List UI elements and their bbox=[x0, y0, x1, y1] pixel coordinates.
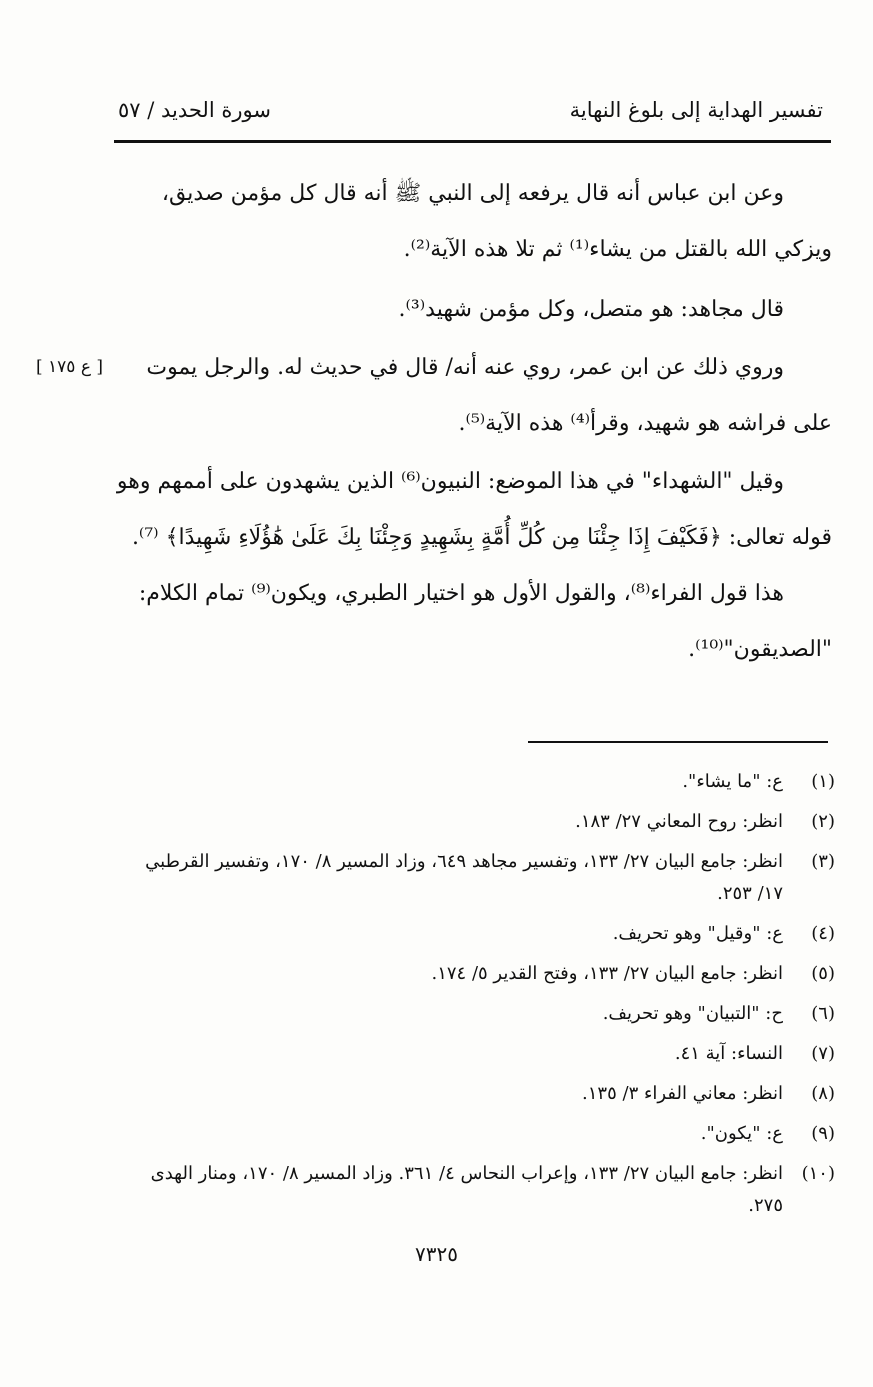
paragraph-shuhada bbox=[116, 454, 832, 566]
footnote-text: انظر: معاني الفراء ٣/ ١٣٥. bbox=[582, 1083, 783, 1104]
footnote-text: انظر: جامع البيان ٢٧/ ١٣٣، وإعراب النحاس ٤/ ٣٦١. وزاد المسير ٨/ ١٧٠، ومنار الهدى ٢٧٥. bbox=[150, 1163, 783, 1216]
footnote-number: (١) bbox=[811, 771, 835, 792]
footnote-number: (٣) bbox=[811, 851, 835, 872]
footnote bbox=[118, 1158, 835, 1222]
footnote bbox=[118, 806, 835, 838]
footnote bbox=[118, 766, 835, 798]
footnote-number: (٢) bbox=[811, 811, 835, 832]
paragraph-line: وروي ذلك عن ابن عمر، روي عنه أنه/ قال في حديث له. والرجل يموت bbox=[146, 355, 784, 380]
footnote-number: (٤) bbox=[811, 923, 835, 944]
running-header-surah-page: سورة الحديد / ٥٧ bbox=[118, 98, 271, 122]
header-rule bbox=[114, 140, 831, 143]
paragraph-line: على فراشه هو شهيد، وقرأ⁽⁴⁾ هذه الآية⁽⁵⁾. bbox=[458, 411, 832, 436]
footnote-number: (٩) bbox=[811, 1123, 835, 1144]
footnote bbox=[118, 846, 835, 910]
paragraph-line quran-verse-line: قوله تعالى: ﴿فَكَيْفَ إِذَا جِئْنَا مِن كُلِّ أُمَّةٍ بِشَهِيدٍ وَجِئْنَا بِكَ عَلَىٰ هَٰؤُلَاءِ شَهِيدًا﴾ ⁽⁷⁾. bbox=[131, 525, 832, 550]
paragraph-farra bbox=[116, 566, 832, 678]
footnote-text: ع: "يكون". bbox=[700, 1123, 783, 1144]
footnote bbox=[118, 958, 835, 990]
footnote-number: (١٠) bbox=[801, 1163, 835, 1184]
footnote-separator bbox=[528, 741, 828, 743]
paragraph-mujahid bbox=[116, 282, 832, 338]
footnote-text: ع: "وقيل" وهو تحريف. bbox=[612, 923, 783, 944]
manuscript-margin-note: [ ع ١٧٥ ] bbox=[36, 357, 104, 377]
footnote-text: انظر: جامع البيان ٢٧/ ١٣٣، وتفسير مجاهد ٦٤٩، وزاد المسير ٨/ ١٧٠، وتفسير القرطبي ١٧/ ٢٥٣. bbox=[145, 851, 783, 904]
footnote-text: النساء: آية ٤١. bbox=[674, 1043, 783, 1064]
footnote-number: (٥) bbox=[811, 963, 835, 984]
footnote-number: (٦) bbox=[811, 1003, 835, 1024]
footnotes-list bbox=[118, 766, 835, 1230]
paragraph-ibn-umar bbox=[116, 340, 832, 452]
footnote-text: انظر: روح المعاني ٢٧/ ١٨٣. bbox=[575, 811, 783, 832]
footnote bbox=[118, 1078, 835, 1110]
footnote-text: انظر: جامع البيان ٢٧/ ١٣٣، وفتح القدير ٥/ ١٧٤. bbox=[431, 963, 783, 984]
paragraph-line: "الصديقون"⁽¹⁰⁾. bbox=[688, 637, 832, 662]
paragraph-line: ويزكي الله بالقتل من يشاء⁽¹⁾ ثم تلا هذه الآية⁽²⁾. bbox=[403, 237, 832, 262]
paragraph-line: هذا قول الفراء⁽⁸⁾، والقول الأول هو اختيار الطبري، ويكون⁽⁹⁾ تمام الكلام: bbox=[138, 581, 784, 606]
footnote bbox=[118, 1118, 835, 1150]
footnote-text: ح: "التبيان" وهو تحريف. bbox=[602, 1003, 783, 1024]
footnote-number: (٨) bbox=[811, 1083, 835, 1104]
page-number: ٧٣٢٥ bbox=[415, 1242, 458, 1266]
paragraph-ibn-abbas bbox=[116, 166, 832, 278]
paragraph-line: قال مجاهد: هو متصل، وكل مؤمن شهيد⁽³⁾. bbox=[398, 297, 784, 322]
paragraph-line: وعن ابن عباس أنه قال يرفعه إلى النبي ﷺ أنه قال كل مؤمن صديق، bbox=[161, 181, 784, 206]
footnote-number: (٧) bbox=[811, 1043, 835, 1064]
running-header-book-title: تفسير الهداية إلى بلوغ النهاية bbox=[569, 98, 823, 122]
paragraph-line: وقيل "الشهداء" في هذا الموضع: النبيون⁽⁶⁾ الذين يشهدون على أممهم وهو bbox=[116, 469, 784, 494]
footnote bbox=[118, 918, 835, 950]
footnote bbox=[118, 1038, 835, 1070]
footnote bbox=[118, 998, 835, 1030]
footnote-text: ع: "ما يشاء". bbox=[682, 771, 783, 792]
